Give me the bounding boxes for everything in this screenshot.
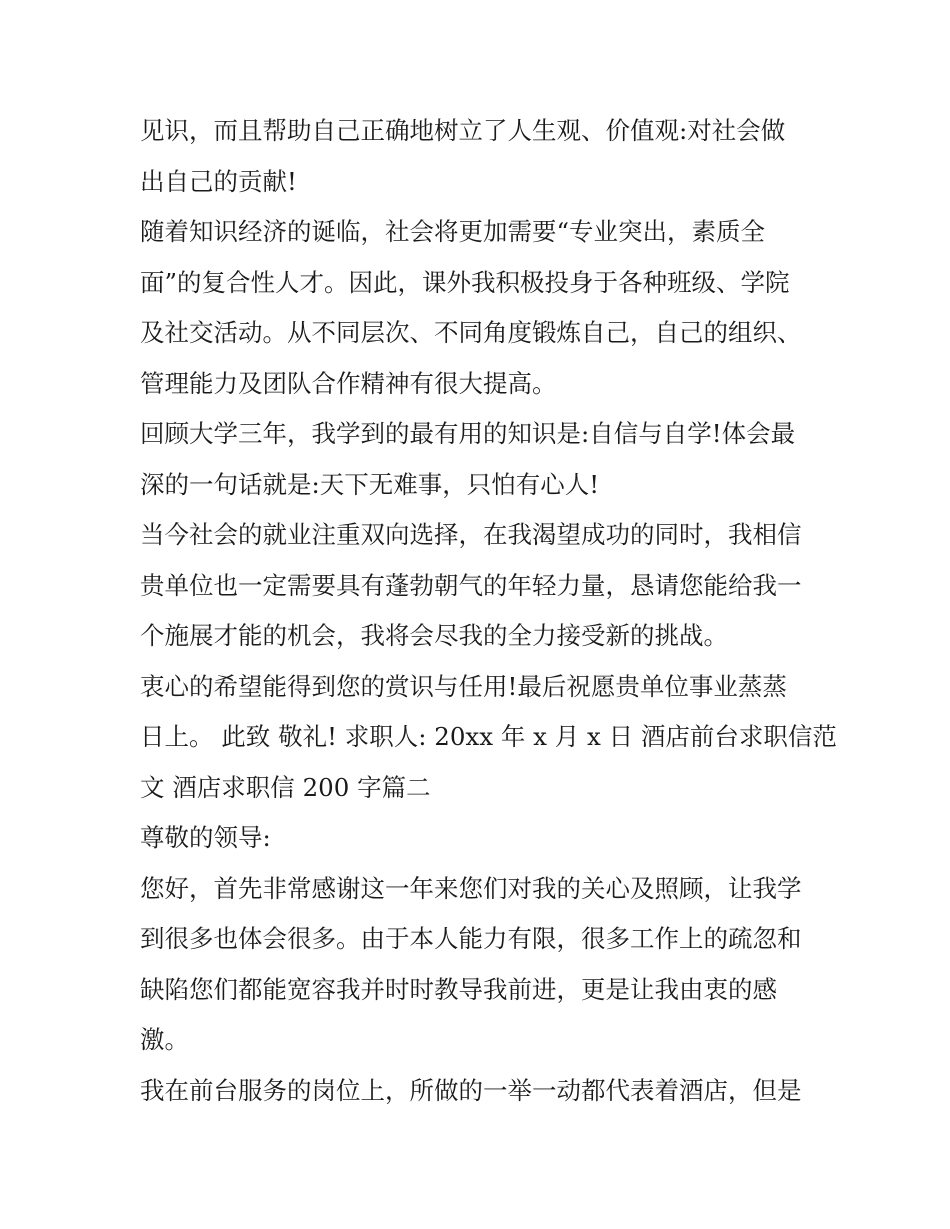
- text-line: 深的一句话就是:天下无难事，只怕有心人!: [140, 469, 600, 499]
- text-line: 文 酒店求职信 200 字篇二: [140, 772, 431, 802]
- text-line: 您好，首先非常感谢这一年来您们对我的关心及照顾，让我学: [140, 873, 802, 903]
- text-line: 激。: [140, 1025, 189, 1054]
- text-line: 面”的复合性人才。因此，课外我积极投身于各种班级、学院: [140, 267, 790, 297]
- text-line: 及社交活动。从不同层次、不同角度锻炼自己，自己的组织、: [140, 318, 802, 347]
- text-line: 日上。 此致 敬礼! 求职人: 20xx 年 x 月 x 日 酒店前台求职信范: [140, 722, 837, 751]
- text-line: 回顾大学三年，我学到的最有用的知识是:自信与自学!体会最: [140, 419, 796, 448]
- text-line: 我在前台服务的岗位上，所做的一举一动都代表着酒店，但是: [140, 1075, 802, 1105]
- text-line: 当今社会的就业注重双向选择，在我渴望成功的同时，我相信: [140, 520, 802, 549]
- text-line: 见识，而且帮助自己正确地树立了人生观、价值观:对社会做: [140, 116, 786, 145]
- text-line: 尊敬的领导:: [140, 823, 271, 852]
- text-line: 衷心的希望能得到您的赏识与任用!最后祝愿贵单位事业蒸蒸: [140, 671, 787, 701]
- text-line: 到很多也体会很多。由于本人能力有限，很多工作上的疏忽和: [140, 924, 802, 953]
- text-line: 随着知识经济的诞临，社会将更加需要“专业突出，素质全: [140, 217, 766, 246]
- body-text: [140, 106, 840, 1116]
- text-line: 贵单位也一定需要具有蓬勃朝气的年轻力量，恳请您能给我一: [140, 570, 802, 600]
- text-line: 个施展才能的机会，我将会尽我的全力接受新的挑战。: [140, 621, 728, 650]
- text-line: 管理能力及团队合作精神有很大提高。: [140, 368, 557, 398]
- text-line: 缺陷您们都能宽容我并时时教导我前进，更是让我由衷的感: [140, 974, 777, 1004]
- text-line: 出自己的贡献!: [140, 166, 297, 196]
